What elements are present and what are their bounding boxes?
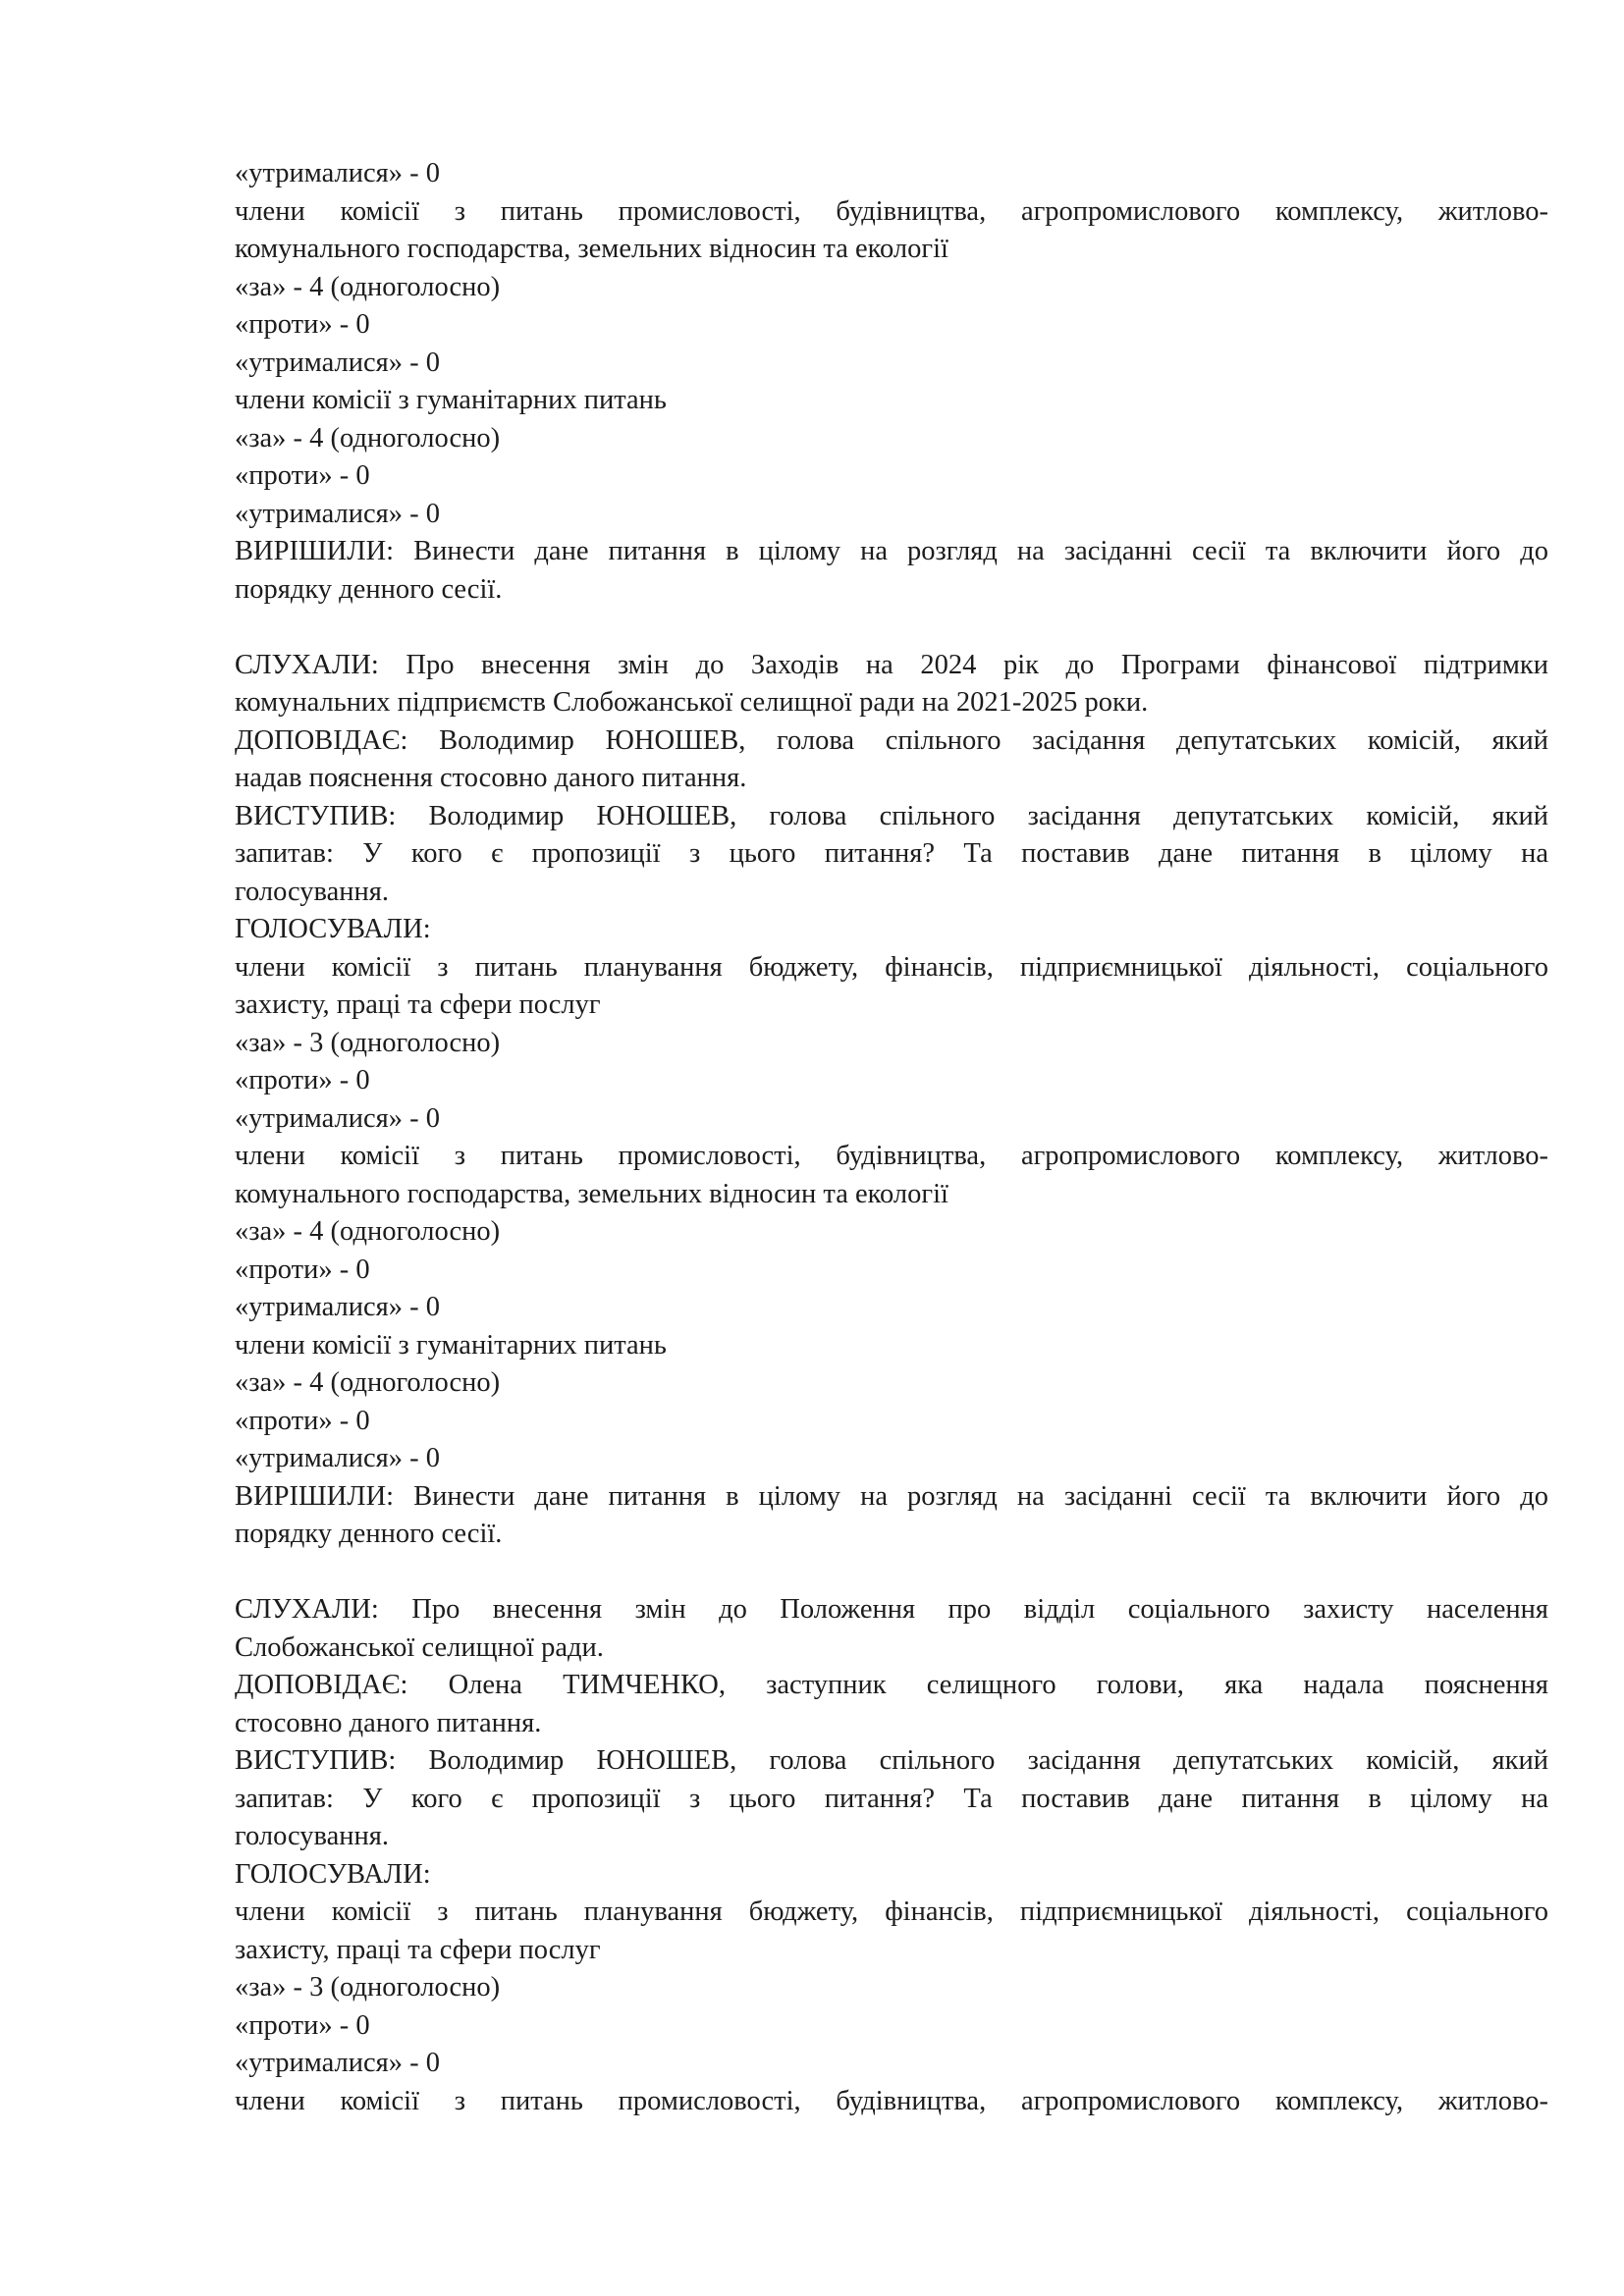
- text-line: надав пояснення стосовно даного питання.: [235, 763, 747, 793]
- text-line: члени комісії з гуманітарних питань: [235, 1329, 667, 1361]
- text-line: члени комісії з питань планування бюджету, фінансів, підприємницької діяльності, соціального: [235, 951, 1548, 983]
- text-line: «за» - 4 (одноголосно): [235, 1367, 501, 1398]
- text-line: «проти» - 0: [235, 2009, 370, 2041]
- text-line: Слобожанської селищної ради.: [235, 1631, 604, 1663]
- text-line: «за» - 3 (одноголосно): [235, 1972, 501, 2002]
- text-line: «за» - 3 (одноголосно): [235, 1027, 501, 1058]
- text-line: «за» - 4 (одноголосно): [235, 1216, 501, 1247]
- text-line: члени комісії з питань промисловості, будівництва, агропромислового комплексу, житлово-: [235, 2085, 1548, 2116]
- text-line: комунальних підприємств Слобожанської селищної ради на 2021-2025 роки.: [235, 687, 1149, 718]
- text-line: комунального господарства, земельних відносин та екології: [235, 234, 948, 264]
- text-line: ВИСТУПИВ: Володимир ЮНОШЕВ, голова спільного засідання депутатських комісій, який: [235, 1745, 1548, 1776]
- text-line: «утрималися» - 0: [235, 1292, 441, 1322]
- text-line: ДОПОВІДАЄ: Олена ТИМЧЕНКО, заступник селищного голови, яка надала пояснення: [235, 1670, 1548, 1700]
- text-line: «утрималися» - 0: [235, 498, 441, 529]
- text-line: «проти» - 0: [235, 1065, 370, 1095]
- text-line: члени комісії з питань промисловості, будівництва, агропромислового комплексу, житлово-: [235, 195, 1548, 227]
- text-line: порядку денного сесії.: [235, 573, 503, 605]
- text-line: «утрималися» - 0: [235, 347, 441, 378]
- text-line: «утрималися» - 0: [235, 1443, 441, 1473]
- text-line: запитав: У кого є пропозиції з цього питання? Та поставив дане питання в цілому на: [235, 1783, 1548, 1814]
- text-line: «проти» - 0: [235, 309, 370, 340]
- text-line: ДОПОВІДАЄ: Володимир ЮНОШЕВ, голова спільного засідання депутатських комісій, який: [235, 724, 1548, 756]
- text-line: СЛУХАЛИ: Про внесення змін до Положення про відділ соціального захисту населення: [235, 1594, 1548, 1625]
- text-line: ВИРІШИЛИ: Винести дане питання в цілому на розгляд на засіданні сесії та включити його до: [235, 536, 1548, 566]
- text-line: голосування.: [235, 1821, 390, 1851]
- text-line: ВИРІШИЛИ: Винести дане питання в цілому на розгляд на засіданні сесії та включити його до: [235, 1480, 1548, 1512]
- text-line: «утрималися» - 0: [235, 2048, 441, 2078]
- text-line: «проти» - 0: [235, 460, 370, 491]
- text-line: запитав: У кого є пропозиції з цього питання? Та поставив дане питання в цілому на: [235, 838, 1548, 869]
- text-line: «утрималися» - 0: [235, 158, 441, 188]
- text-line: «проти» - 0: [235, 1405, 370, 1436]
- document-body: [235, 155, 1548, 2120]
- text-line: голосування.: [235, 876, 390, 907]
- text-line: ГОЛОСУВАЛИ:: [235, 1858, 431, 1890]
- text-line: «за» - 4 (одноголосно): [235, 422, 501, 454]
- text-line: члени комісії з гуманітарних питань: [235, 385, 667, 415]
- text-line: захисту, праці та сфери послуг: [235, 989, 601, 1020]
- text-line: члени комісії з питань планування бюджету, фінансів, підприємницької діяльності, соціального: [235, 1896, 1548, 1927]
- blank-line: [235, 1554, 1548, 1592]
- text-line: захисту, праці та сфери послуг: [235, 1934, 601, 1965]
- text-line: «утрималися» - 0: [235, 1102, 441, 1134]
- text-line: ГОЛОСУВАЛИ:: [235, 914, 431, 944]
- text-line: члени комісії з питань промисловості, будівництва, агропромислового комплексу, житлово-: [235, 1141, 1548, 1171]
- text-line: СЛУХАЛИ: Про внесення змін до Заходів на 2024 рік до Програми фінансової підтримки: [235, 649, 1548, 680]
- text-line: стосовно даного питання.: [235, 1707, 542, 1738]
- blank-line: [235, 609, 1548, 647]
- text-line: комунального господарства, земельних відносин та екології: [235, 1178, 948, 1209]
- text-line: порядку денного сесії.: [235, 1519, 503, 1549]
- text-line: «проти» - 0: [235, 1254, 370, 1285]
- text-line: «за» - 4 (одноголосно): [235, 271, 501, 302]
- text-line: ВИСТУПИВ: Володимир ЮНОШЕВ, голова спільного засідання депутатських комісій, який: [235, 800, 1548, 831]
